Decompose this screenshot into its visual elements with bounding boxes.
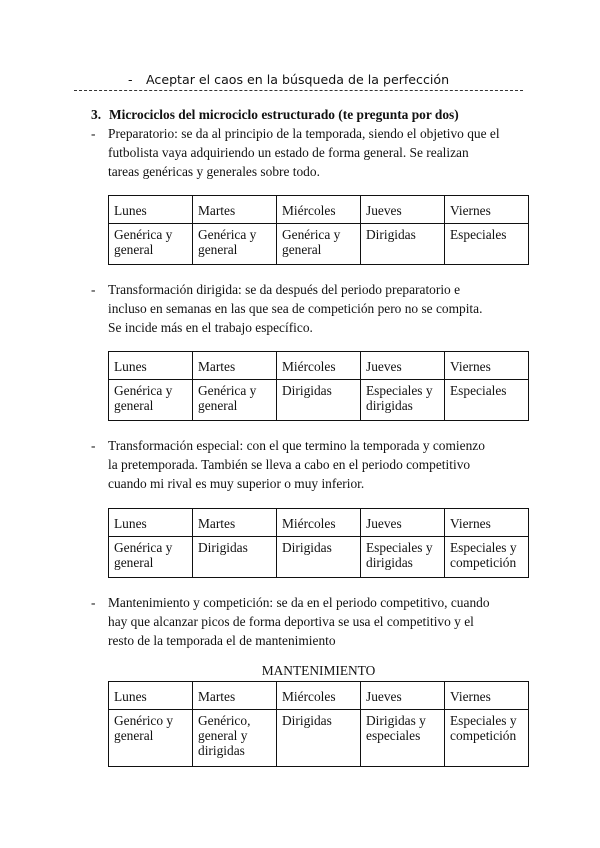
weekly-table bbox=[108, 195, 529, 265]
day-header: Jueves bbox=[361, 682, 445, 710]
weekly-table bbox=[108, 508, 529, 578]
day-header: Jueves bbox=[361, 196, 445, 224]
table-cell: Especiales bbox=[445, 380, 529, 421]
description bbox=[108, 436, 528, 493]
day-header: Martes bbox=[193, 682, 277, 710]
weekly-table bbox=[108, 681, 529, 767]
description-line: Se incide más en el trabajo específico. bbox=[108, 320, 313, 335]
day-header: Martes bbox=[193, 352, 277, 380]
description-line: futbolista vaya adquiriendo un estado de forma general. Se realizan bbox=[108, 145, 469, 160]
table-cell: Genérica y general bbox=[109, 224, 193, 265]
table-cell: Especiales y dirigidas bbox=[361, 537, 445, 578]
table-cell: Dirigidas bbox=[277, 537, 361, 578]
table-caption: MANTENIMIENTO bbox=[261, 663, 376, 678]
day-header: Viernes bbox=[445, 352, 529, 380]
day-header: Lunes bbox=[109, 352, 193, 380]
table-cell: Dirigidas bbox=[193, 537, 277, 578]
item-dash: - bbox=[91, 438, 96, 453]
table-cell: Dirigidas y especiales bbox=[361, 710, 445, 767]
day-header: Viernes bbox=[445, 196, 529, 224]
table-header-row bbox=[109, 682, 529, 710]
section-heading bbox=[91, 106, 459, 124]
table-header-row bbox=[109, 196, 529, 224]
day-header: Miércoles bbox=[277, 196, 361, 224]
day-header: Viernes bbox=[445, 682, 529, 710]
description-line: incluso en semanas en las que sea de competición pero no se compita. bbox=[108, 301, 483, 316]
table-cell: Especiales bbox=[445, 224, 529, 265]
table-cell: Genérico, general y dirigidas bbox=[193, 710, 277, 767]
table-cell: Especiales y competición bbox=[445, 537, 529, 578]
table-row bbox=[109, 537, 529, 578]
day-header: Lunes bbox=[109, 509, 193, 537]
description bbox=[108, 124, 528, 181]
table-cell: Genérica y general bbox=[193, 380, 277, 421]
table-cell: Genérico y general bbox=[109, 710, 193, 767]
day-header: Lunes bbox=[109, 682, 193, 710]
description-line: resto de la temporada el de mantenimiento bbox=[108, 633, 336, 648]
weekly-table bbox=[108, 351, 529, 421]
day-header: Viernes bbox=[445, 509, 529, 537]
top-bullet bbox=[128, 71, 449, 89]
description-line: la pretemporada. También se lleva a cabo en el periodo competitivo bbox=[108, 457, 471, 472]
table-cell: Genérica y general bbox=[109, 537, 193, 578]
day-header: Lunes bbox=[109, 196, 193, 224]
description-line: Preparatorio: se da al principio de la temporada, siendo el objetivo que el bbox=[108, 126, 500, 141]
item-dash: - bbox=[91, 126, 96, 141]
bullet-text: Aceptar el caos en la búsqueda de la perfección bbox=[146, 72, 450, 87]
table-cell: Dirigidas bbox=[277, 710, 361, 767]
description-line: Transformación dirigida: se da después del periodo preparatorio e bbox=[108, 282, 461, 297]
description-line: tareas genéricas y generales sobre todo. bbox=[108, 164, 320, 179]
item-dash: - bbox=[91, 282, 96, 297]
bullet-dash: - bbox=[128, 72, 133, 87]
table-cell: Genérica y general bbox=[109, 380, 193, 421]
description-line: cuando mi rival es muy superior o muy inferior. bbox=[108, 476, 365, 491]
description bbox=[108, 280, 528, 337]
heading-number: 3. bbox=[91, 107, 102, 122]
description-line: hay que alcanzar picos de forma deportiva se usa el competitivo y el bbox=[108, 614, 474, 629]
separator-line bbox=[74, 90, 523, 91]
table-row bbox=[109, 380, 529, 421]
day-header: Martes bbox=[193, 196, 277, 224]
day-header: Miércoles bbox=[277, 352, 361, 380]
table-cell: Genérica y general bbox=[193, 224, 277, 265]
table-cell: Especiales y competición bbox=[445, 710, 529, 767]
description-line: Transformación especial: con el que termino la temporada y comienzo bbox=[108, 438, 485, 453]
table-cell: Genérica y general bbox=[277, 224, 361, 265]
description bbox=[108, 593, 528, 650]
item-dash: - bbox=[91, 595, 96, 610]
table-header-row bbox=[109, 509, 529, 537]
day-header: Jueves bbox=[361, 509, 445, 537]
table-header-row bbox=[109, 352, 529, 380]
description-line: Mantenimiento y competición: se da en el periodo competitivo, cuando bbox=[108, 595, 490, 610]
day-header: Jueves bbox=[361, 352, 445, 380]
table-cell: Dirigidas bbox=[361, 224, 445, 265]
day-header: Miércoles bbox=[277, 682, 361, 710]
table-row bbox=[109, 710, 529, 767]
day-header: Martes bbox=[193, 509, 277, 537]
heading-text: Microciclos del microciclo estructurado (te pregunta por dos) bbox=[109, 107, 459, 122]
day-header: Miércoles bbox=[277, 509, 361, 537]
table-row bbox=[109, 224, 529, 265]
table-cell: Especiales y dirigidas bbox=[361, 380, 445, 421]
table-cell: Dirigidas bbox=[277, 380, 361, 421]
